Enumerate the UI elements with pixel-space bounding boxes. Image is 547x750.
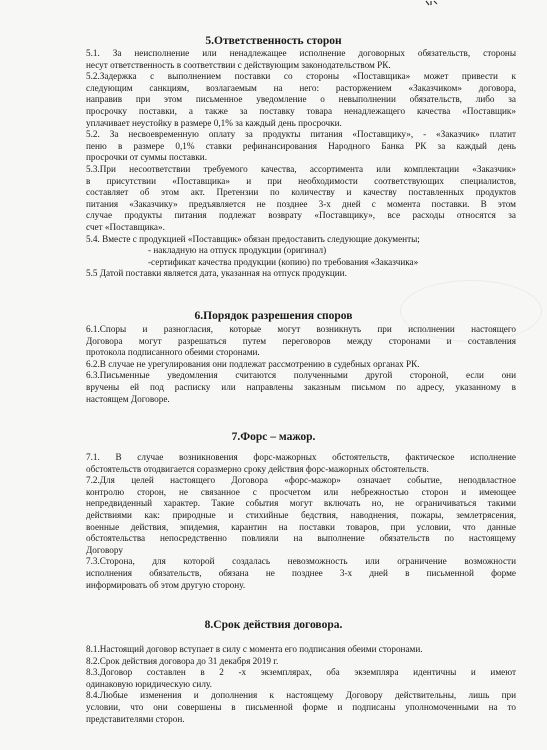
s5-line: 5.3.При несоответствии требуемого качества, ассортимента или комплектации «Заказчик» bbox=[86, 163, 516, 174]
s8-line: 8.3.Договор составлен в 2 -х экземплярах, оба экземпляра идентичны и имеют bbox=[86, 667, 516, 678]
s7-line: 7.2.Для целей настоящего Договора «форс-мажор» означает событие, неподвластное bbox=[86, 475, 516, 486]
s6-line: настоящем Договоре. bbox=[86, 393, 170, 404]
s5-line: питания «Заказчику» предъявляется не позднее 3-х дней с момента поставки. В этом bbox=[86, 198, 516, 209]
s7-line: Договору bbox=[86, 544, 123, 555]
s5-line: направив при этом письменное уведомление о невыполнении обязательств, либо за bbox=[86, 94, 516, 105]
section-7-body bbox=[86, 452, 516, 591]
s5-line: - накладную на отпуск продукции (оригинал) bbox=[148, 245, 327, 256]
section-5-body bbox=[86, 48, 516, 280]
s5-line: 5.2. За несвоевременную оплату за продукты питания «Поставщику», - «Заказчик» платит bbox=[86, 129, 516, 140]
s5-line: 5.5 Датой поставки является дата, указанная на отпуск продукции. bbox=[86, 268, 347, 279]
s6-line: Договора могут разрешаться путем переговоров между сторонами и составления bbox=[86, 335, 516, 346]
s7-line: 7.3.Сторона, для которой создалась невозможность или ограничение возможности bbox=[86, 556, 516, 567]
s5-line: счет «Поставщика». bbox=[86, 221, 165, 232]
s5-line: просрочки от суммы поставки. bbox=[86, 152, 208, 163]
s5-line: 5.2.Задержка с выполнением поставки со стороны «Поставщика» может привести к bbox=[86, 71, 516, 82]
s5-line: составляет об этом акт. Претензии по количеству и качеству поставленных продуктов bbox=[86, 187, 516, 198]
s7-line: обстоятельства непосредственно повлияли на выполнение обязательств по настоящему bbox=[86, 533, 516, 544]
s5-line: -сертификат качества продукции (копию) по требования «Заказчика» bbox=[148, 256, 419, 267]
s5-line: просрочку поставки, а также за поставку товара ненадлежащего качества «Поставщик» bbox=[86, 105, 516, 116]
s5-line: в присутствии «Поставщика» и при необходимости соответствующих специалистов, bbox=[86, 175, 516, 186]
s8-line: условии, что они совершены в письменной форме и подписаны уполномоченными на то bbox=[86, 701, 516, 712]
s8-line: представителями сторон. bbox=[86, 713, 185, 724]
s6-line: 6.2.В случае не урегулирования они подлежат рассмотрению в судебных органах РК. bbox=[86, 358, 420, 369]
s5-line: несут ответственность в соответствии с действующим законодательством РК. bbox=[86, 59, 391, 70]
s5-line: 5.4. Вместе с продукцией «Поставщик» обязан предоставить следующие документы; bbox=[86, 233, 420, 244]
section-5-text bbox=[86, 48, 516, 280]
s5-line: следующим санкциям, возлагаемым на него: расторжением «Заказчиком» договора, bbox=[86, 82, 516, 93]
section-5-title: 5.Ответственность сторон bbox=[205, 35, 342, 47]
s7-line: 7.1. В случае возникновения форс-мажорных обстоятельств, фактическое исполнение bbox=[86, 452, 516, 462]
s7-line: военные действия, эпидемия, карантин на поставки товаров, при условии, что данные bbox=[86, 521, 516, 532]
s6-line: 6.3.Письменные уведомления считаются полученными другой стороной, если они bbox=[86, 370, 516, 381]
s7-line: контролю сторон, не связанное с просчетом или небрежностью сторон и имеющее bbox=[86, 486, 516, 497]
s6-line: вручены ей под расписку или направлены заказным письмом по адресу, указанному в bbox=[86, 381, 516, 392]
section-7-title: 7.Форс – мажор. bbox=[231, 431, 316, 443]
s6-line: 6.1.Споры и разногласия, которые могут возникнуть при исполнении настоящего bbox=[86, 324, 516, 334]
section-6-body bbox=[86, 324, 516, 405]
section-6-title: 6.Порядок разрешения споров bbox=[194, 310, 353, 322]
section-6-text bbox=[86, 324, 516, 405]
s7-line: информировать об этом другую сторону. bbox=[86, 579, 246, 590]
s6-line: протокола подписанного обеими сторонами. bbox=[86, 347, 260, 358]
section-7-text bbox=[86, 452, 516, 591]
s8-line: 8.4.Любые изменения и дополнения к настоящему Договору действительны, лишь при bbox=[86, 690, 516, 701]
s7-line: исполнения обязательств, обязана не позднее 3-х дней в письменной форме bbox=[86, 567, 516, 578]
s8-line: одинаковую юридическую силу. bbox=[86, 678, 212, 689]
corner-mark-icon bbox=[425, 0, 439, 6]
section-8-text bbox=[86, 644, 516, 725]
s5-line: уплачивает неустойку в размере 0,1% за каждый день просрочки. bbox=[86, 117, 342, 128]
section-8-body bbox=[86, 644, 516, 725]
s8-line: 8.1.Настоящий договор вступает в силу с момента его подписания обеими сторонами. bbox=[86, 644, 423, 654]
s5-line: случае продукты питания подлежат возврату «Поставщику», все расходы относятся за bbox=[86, 210, 516, 221]
s5-line: пеню в размере 0,1% ставки рефинансирования Народного Банка РК за каждый день bbox=[86, 140, 516, 151]
section-8-title: 8.Срок действия договора. bbox=[204, 619, 343, 631]
s5-line: 5.1. За неисполнение или ненадлежащее исполнение договорных обязательств, стороны bbox=[86, 48, 516, 58]
s7-line: непредвиденный характер. Такие события могут включать но, не ограничиваться такими bbox=[86, 498, 516, 509]
s7-line: обстоятельств отодвигается соразмерно сроку действия форс-мажорных обстоятельств. bbox=[86, 463, 429, 474]
s7-line: действиями как: природные и стихийные бедствия, наводнения, пожары, землетрясения, bbox=[86, 509, 516, 520]
s8-line: 8.2.Срок действия договора до 31 декабря 2019 г. bbox=[86, 655, 279, 666]
